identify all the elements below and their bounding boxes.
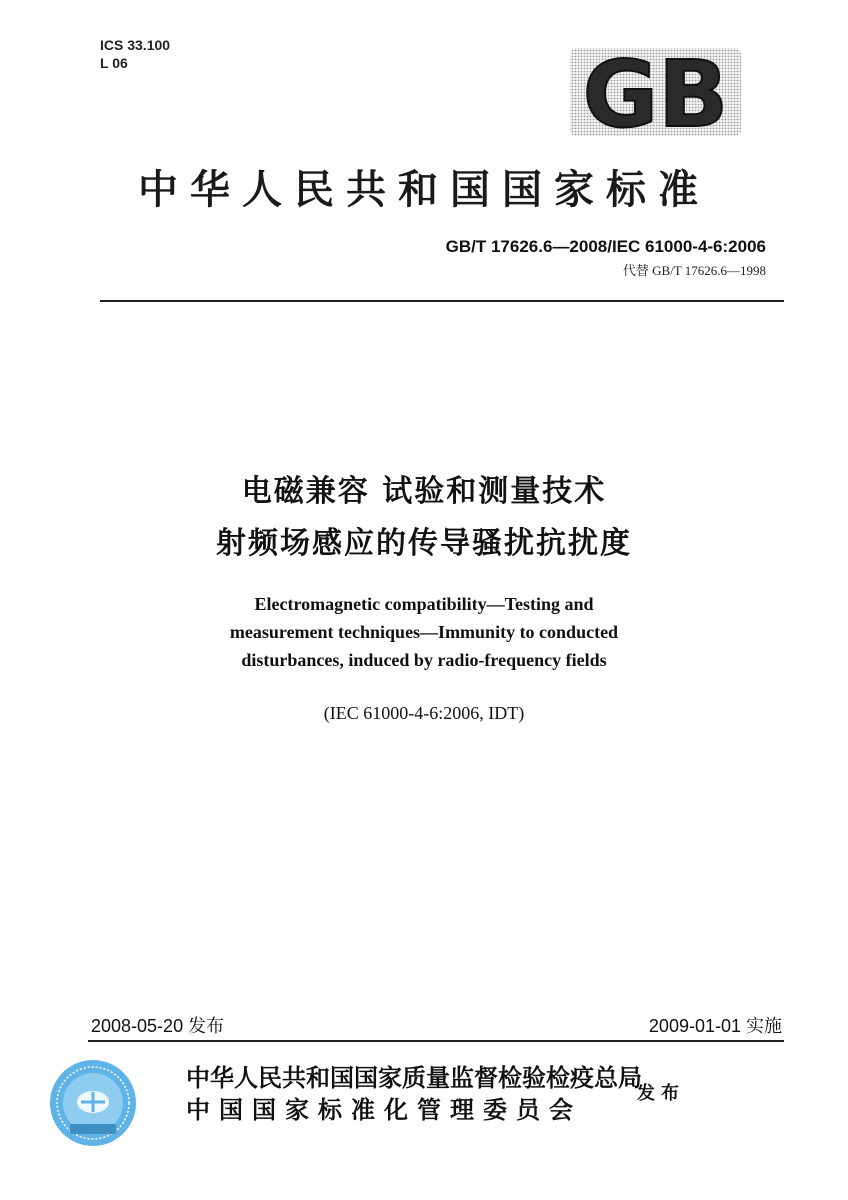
replaces-note: 代替 GB/T 17626.6—1998 — [622, 263, 766, 278]
ccs-code: L 06 — [100, 55, 128, 71]
chinese-title-line-2: 射频场感应的传导骚扰抗扰度 — [216, 526, 632, 561]
footer-divider — [88, 1040, 784, 1042]
implementation-date: 2009-01-01 实施 — [648, 1016, 782, 1036]
gb-logo-text: GB — [582, 46, 729, 138]
publish-label: 发布 — [637, 1083, 685, 1104]
ics-code: ICS 33.100 — [100, 37, 171, 53]
issue-date: 2008-05-20 发布 — [91, 1016, 225, 1036]
classification-codes — [100, 36, 170, 72]
english-title — [0, 590, 848, 674]
issuer-aqsiq: 中华人民共和国国家质量监督检验检疫总局 — [186, 1064, 642, 1092]
anti-counterfeit-seal-icon — [48, 1058, 138, 1148]
issuer-sac: 中国国家标准化管理委员会 — [186, 1096, 582, 1124]
national-standard-title: 中华人民共和国国家标准 — [138, 167, 710, 213]
gb-logo — [568, 46, 743, 138]
standard-number: GB/T 17626.6—2008/IEC 61000-4-6:2006 — [445, 237, 766, 256]
issuing-authorities — [186, 1062, 642, 1126]
header-divider — [100, 300, 784, 302]
english-title-line-3: disturbances, induced by radio-frequency fields — [241, 650, 607, 670]
equivalence-note: (IEC 61000-4-6:2006, IDT) — [323, 703, 525, 723]
english-title-line-2: measurement techniques—Immunity to conducted — [229, 622, 619, 642]
chinese-title-line-1: 电磁兼容 试验和测量技术 — [241, 474, 607, 509]
english-title-line-1: Electromagnetic compatibility—Testing and — [254, 594, 594, 614]
